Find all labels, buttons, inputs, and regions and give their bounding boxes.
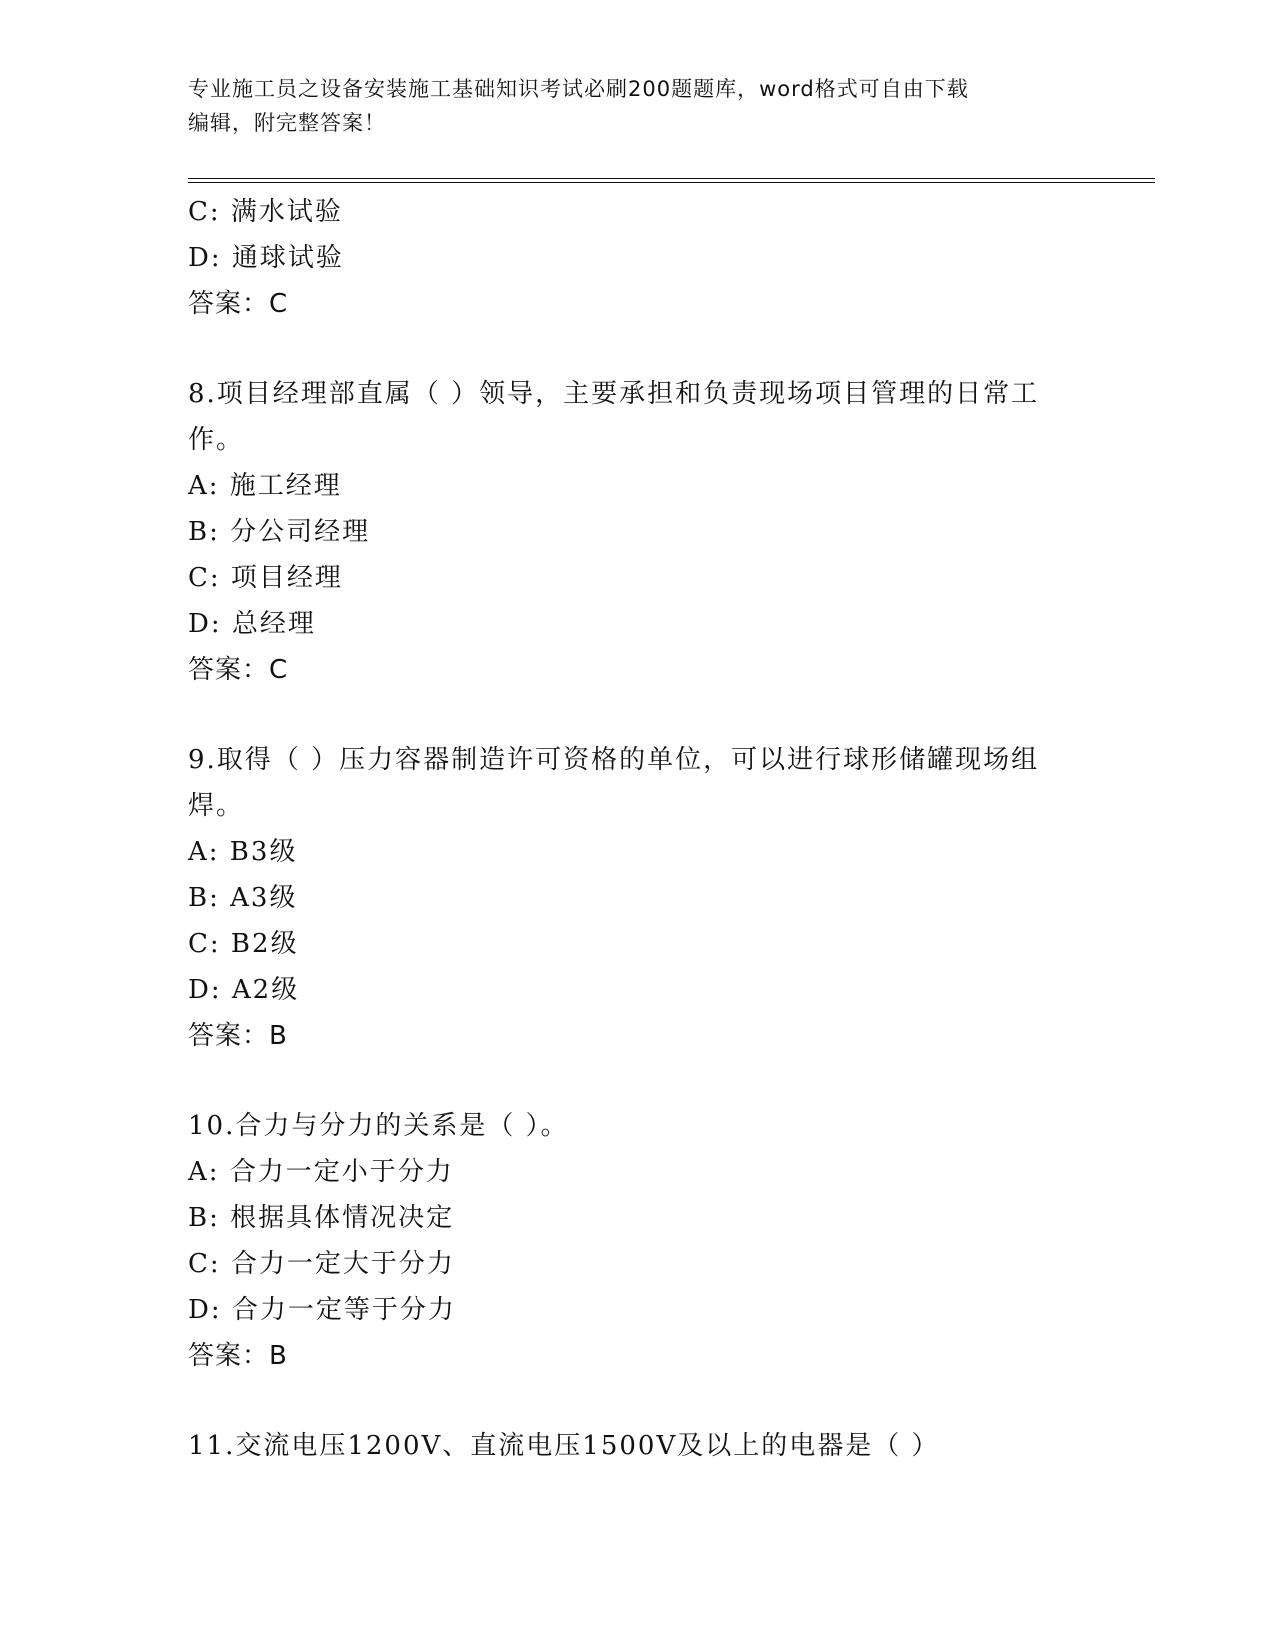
question-spacer [188,1379,1088,1423]
header-divider-top [188,178,1155,179]
header-line-1: 专业施工员之设备安装施工基础知识考试必刷200题题库，word格式可自由下载 [188,77,969,101]
option-c: C: 项目经理 [188,563,343,593]
option-c: C: 满水试验 [188,197,343,227]
option-b: B: A3级 [188,883,298,913]
question-block-11 [188,1423,1088,1469]
option-d: D: 通球试验 [188,243,344,273]
question-spacer [188,1059,1088,1103]
document-header [188,72,1088,140]
question-block-9 [188,737,1088,1059]
question-spacer [188,693,1088,737]
answer-line: 答案：C [188,655,289,685]
option-c: C: 合力一定大于分力 [188,1249,455,1279]
question-text-line-1: 10.合力与分力的关系是（ ）。 [188,1111,569,1141]
question-block-7-continued [188,189,1088,327]
answer-line: 答案：B [188,1021,288,1051]
header-line-2: 编辑，附完整答案！ [188,111,386,135]
question-text-line-2: 焊。 [188,791,245,821]
header-divider-bottom [188,182,1155,183]
question-text-line-2: 作。 [188,425,245,455]
question-list [188,189,1088,1469]
option-d: D: A2级 [188,975,300,1005]
answer-line: 答案：C [188,289,289,319]
option-a: A: B3级 [188,837,298,867]
question-spacer [188,327,1088,371]
question-block-10 [188,1103,1088,1379]
question-text-line-1: 11.交流电压1200V、直流电压1500V及以上的电器是（ ） [188,1431,940,1461]
option-b: B: 根据具体情况决定 [188,1203,455,1233]
option-d: D: 合力一定等于分力 [188,1295,456,1325]
answer-line: 答案：B [188,1341,288,1371]
question-text-line-1: 9.取得（ ）压力容器制造许可资格的单位，可以进行球形储罐现场组 [188,745,1040,775]
option-a: A: 合力一定小于分力 [188,1157,454,1187]
option-b: B: 分公司经理 [188,517,371,547]
option-d: D: 总经理 [188,609,316,639]
option-a: A: 施工经理 [188,471,342,501]
question-text-line-1: 8.项目经理部直属（ ）领导，主要承担和负责现场项目管理的日常工 [188,379,1040,409]
question-block-8 [188,371,1088,693]
option-c: C: B2级 [188,929,299,959]
